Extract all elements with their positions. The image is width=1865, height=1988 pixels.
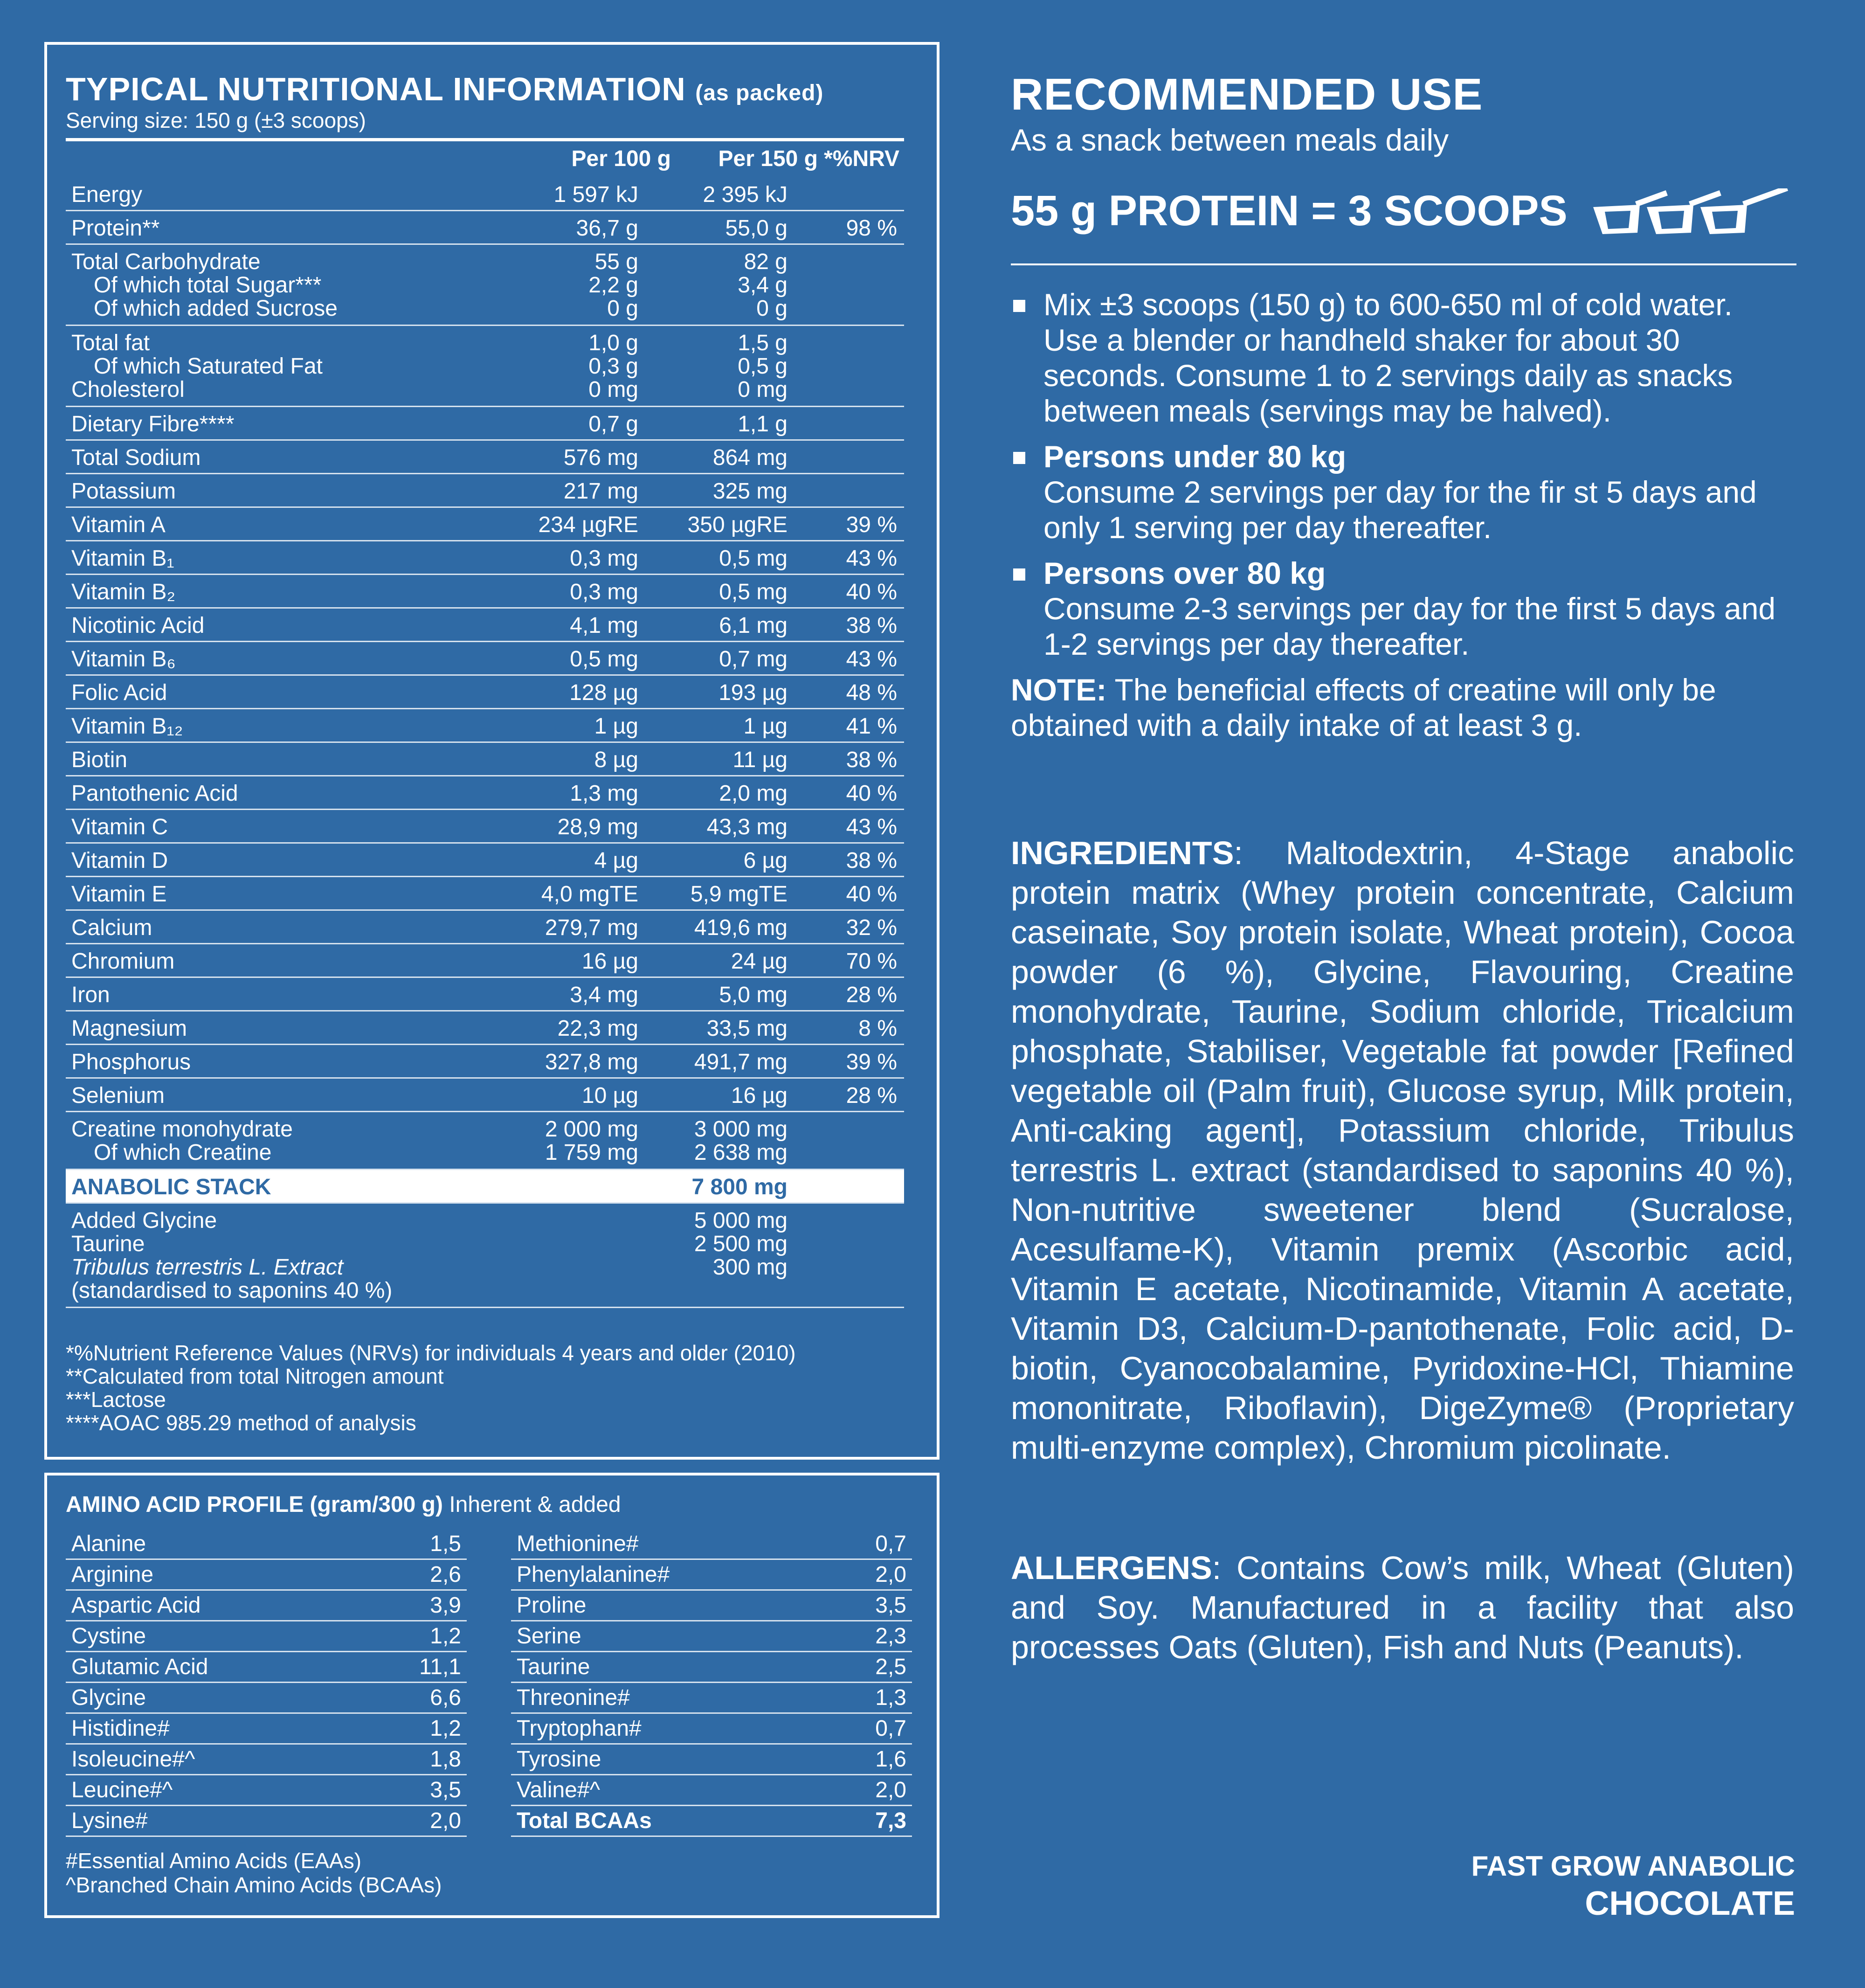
nutrient-label: Protein** [71, 216, 160, 241]
value-nrv: 41 % [846, 714, 897, 739]
protein-scoops-text: 55 g PROTEIN = 3 SCOOPS [1011, 187, 1568, 235]
value-per-100g: 16 µg [581, 949, 638, 974]
product-flavour: CHOCOLATE [1585, 1885, 1795, 1922]
value-per-100g: 55 g [594, 249, 638, 274]
value-per-100g: 1,0 g [588, 331, 638, 355]
amino-name: Serine [517, 1624, 581, 1649]
nutrient-row [66, 1112, 904, 1170]
value-per-100g: 0,5 mg [570, 647, 638, 672]
bullet-square-icon [1013, 568, 1025, 581]
nutrient-label: Calcium [71, 915, 152, 940]
nutrition-footnotes [66, 1341, 796, 1434]
nutrient-label: Phosphorus [71, 1050, 191, 1074]
nutrient-line [66, 332, 904, 355]
nutrient-line [66, 513, 904, 537]
amino-title-suffix: Inherent & added [449, 1492, 621, 1517]
amino-name: Isoleucine#^ [71, 1747, 195, 1772]
nutrient-label: Nicotinic Acid [71, 613, 205, 638]
value-per-100g: 36,7 g [576, 216, 638, 241]
amino-row [511, 1806, 912, 1837]
amino-row [511, 1591, 912, 1621]
amino-value: 6,6 [430, 1685, 461, 1710]
nutrient-row [66, 609, 904, 642]
amino-name: Alanine [71, 1531, 146, 1556]
nutrient-label: Biotin [71, 748, 128, 772]
amino-row [66, 1745, 467, 1775]
nutrient-label: Folic Acid [71, 680, 167, 705]
amino-footnotes [66, 1849, 442, 1897]
nutrient-label: Tribulus terrestris L. Extract [71, 1255, 344, 1280]
value-per-150g: 82 g [744, 249, 787, 274]
value-per-150g: 5,9 mgTE [690, 882, 787, 907]
amino-column-left [66, 1529, 467, 1837]
amino-name: Arginine [71, 1562, 154, 1587]
value-per-150g: 2 638 mg [694, 1140, 787, 1165]
nutrient-line [66, 274, 904, 297]
amino-row [511, 1775, 912, 1806]
amino-name: Phenylalanine# [517, 1562, 670, 1587]
amino-value: 0,7 [875, 1716, 906, 1741]
value-per-150g: 6,1 mg [719, 613, 787, 638]
amino-value: 1,6 [875, 1747, 906, 1772]
value-per-150g: 491,7 mg [694, 1050, 787, 1074]
value-per-150g: 193 µg [718, 680, 787, 705]
nutrient-line [66, 217, 904, 240]
nutrient-line [66, 916, 904, 940]
nutrition-panel [44, 42, 939, 1460]
value-per-150g: 864 mg [712, 445, 787, 470]
value-per-150g: 350 µgRE [687, 513, 787, 537]
nutrient-line [66, 1017, 904, 1040]
nutrient-line [66, 1176, 904, 1199]
amino-row [66, 1683, 467, 1714]
nutrient-label: Total Carbohydrate [71, 249, 261, 274]
value-nrv: 43 % [846, 815, 897, 839]
nutrient-line [66, 581, 904, 604]
nutrient-label: Vitamin B₂ [71, 580, 176, 604]
amino-value: 2,6 [430, 1562, 461, 1587]
nutrient-line [66, 480, 904, 503]
nutrition-title [66, 70, 823, 108]
nutrient-label: Iron [71, 983, 110, 1007]
amino-row [511, 1714, 912, 1745]
value-nrv: 43 % [846, 546, 897, 571]
nutrient-row [66, 676, 904, 709]
nutrient-line [66, 816, 904, 839]
nutrient-line [66, 849, 904, 873]
value-nrv: 40 % [846, 882, 897, 907]
amino-name: Aspartic Acid [71, 1593, 201, 1618]
amino-value: 2,5 [875, 1655, 906, 1679]
amino-value: 1,2 [430, 1624, 461, 1649]
nutrient-label: Of which Creatine [94, 1140, 272, 1165]
nutrient-row [66, 407, 904, 441]
nutrient-line [66, 250, 904, 274]
nutrient-label: Vitamin E [71, 882, 167, 907]
nutrient-label: Total Sodium [71, 445, 201, 470]
nutrient-row [66, 1045, 904, 1079]
footnote: #Essential Amino Acids (EAAs) [66, 1849, 362, 1873]
nutrient-row [66, 743, 904, 776]
nutrient-label: Of which Saturated Fat [94, 354, 323, 379]
value-per-100g: 4,1 mg [570, 613, 638, 638]
value-per-150g: 0,5 mg [719, 580, 787, 604]
value-per-100g: 1 759 mg [545, 1140, 638, 1165]
amino-title [66, 1492, 621, 1517]
amino-row [511, 1560, 912, 1591]
nutrient-line [66, 715, 904, 738]
amino-value: 7,3 [875, 1808, 906, 1833]
value-nrv: 48 % [846, 680, 897, 705]
nutrient-label: Dietary Fibre**** [71, 412, 235, 436]
note-text: The beneficial effects of creatine will only be obtained with a daily intake of at least 3 g. [1011, 672, 1716, 742]
value-per-150g: 0,5 g [738, 354, 787, 379]
nutrient-line [66, 681, 904, 705]
nutrient-row [66, 441, 904, 474]
amino-name: Valine#^ [517, 1778, 601, 1802]
nutrient-row [66, 944, 904, 978]
nutrient-line [66, 1084, 904, 1108]
value-nrv: 98 % [846, 216, 897, 241]
value-per-100g: 0,7 g [588, 412, 638, 436]
amino-acid-panel [44, 1473, 939, 1918]
value-per-150g: 0,5 mg [719, 546, 787, 571]
usage-bullet [1011, 555, 1794, 662]
value-nrv: 43 % [846, 647, 897, 672]
amino-row [511, 1652, 912, 1683]
amino-name: Leucine#^ [71, 1778, 173, 1802]
footnote: **Calculated from total Nitrogen amount [66, 1364, 444, 1388]
nutrition-title-text: TYPICAL NUTRITIONAL INFORMATION [66, 71, 686, 107]
amino-row [66, 1591, 467, 1621]
nutrient-row [66, 211, 904, 245]
recommended-subtitle: As a snack between meals daily [1011, 123, 1449, 157]
value-per-150g: 33,5 mg [706, 1016, 787, 1041]
amino-row [66, 1806, 467, 1837]
amino-row [511, 1683, 912, 1714]
amino-name: Cystine [71, 1624, 146, 1649]
nutrient-label: Chromium [71, 949, 175, 974]
nutrient-label: Magnesium [71, 1016, 187, 1041]
amino-value: 1,3 [875, 1685, 906, 1710]
value-per-150g: 2 500 mg [694, 1232, 787, 1256]
nutrient-row [66, 978, 904, 1011]
value-per-100g: 0,3 mg [570, 580, 638, 604]
value-nrv: 40 % [846, 781, 897, 806]
bullet-heading: Persons over 80 kg [1043, 556, 1326, 590]
table-top-rule [66, 138, 904, 141]
value-per-150g: 419,6 mg [694, 915, 787, 940]
amino-name: Tyrosine [517, 1747, 601, 1772]
nutrient-line [66, 614, 904, 637]
nutrient-row [66, 508, 904, 541]
amino-title-text: AMINO ACID PROFILE (gram/300 g) [66, 1492, 443, 1517]
amino-value: 3,9 [430, 1593, 461, 1618]
nutrient-label: Cholesterol [71, 377, 185, 402]
nutrient-row [66, 245, 904, 326]
nutrient-line [66, 883, 904, 906]
amino-row [66, 1775, 467, 1806]
nutrient-line [66, 547, 904, 570]
value-per-150g: 1 µg [743, 714, 787, 739]
amino-value: 2,0 [430, 1808, 461, 1833]
bullet-heading: Persons under 80 kg [1043, 439, 1347, 474]
amino-row [511, 1529, 912, 1560]
bullet-text: Consume 2-3 servings per day for the first 5 days and 1-2 servings per day thereafter. [1043, 591, 1776, 661]
nutrient-label: (standardised to saponins 40 %) [71, 1278, 393, 1303]
value-per-150g: 1,1 g [738, 412, 787, 436]
nutrient-label: Vitamin C [71, 815, 168, 839]
nutrient-label: Total fat [71, 331, 150, 355]
nutrient-line [66, 1233, 904, 1256]
value-per-150g: 6 µg [743, 848, 787, 873]
value-per-100g: 3,4 mg [570, 983, 638, 1007]
value-per-100g: 1,3 mg [570, 781, 638, 806]
recommended-divider [1011, 263, 1796, 265]
value-per-100g: 2 000 mg [545, 1117, 638, 1142]
nutrient-label: Vitamin D [71, 848, 168, 873]
product-name-line1: FAST GROW ANABOLIC [1471, 1850, 1795, 1882]
amino-name: Lysine# [71, 1808, 148, 1833]
ingredients-label: INGREDIENTS [1011, 835, 1234, 871]
amino-row [66, 1652, 467, 1683]
amino-value: 3,5 [875, 1593, 906, 1618]
recommended-title: RECOMMENDED USE [1011, 69, 1483, 119]
value-per-100g: 327,8 mg [545, 1050, 638, 1074]
amino-column-right [511, 1529, 912, 1837]
value-per-100g: 576 mg [563, 445, 638, 470]
nutrient-line [66, 748, 904, 772]
value-nrv: 39 % [846, 1050, 897, 1074]
amino-name: Total BCAAs [517, 1808, 652, 1833]
value-per-150g: 24 µg [731, 949, 787, 974]
nutrient-label: Creatine monohydrate [71, 1117, 293, 1142]
value-per-100g: 128 µg [569, 680, 638, 705]
nutrition-title-suffix: (as packed) [695, 81, 824, 105]
amino-row [66, 1621, 467, 1652]
amino-name: Glutamic Acid [71, 1655, 208, 1679]
value-per-150g: 0 mg [738, 377, 787, 402]
nutrient-row [66, 1011, 904, 1045]
bullet-text: Consume 2 servings per day for the fir st 5 days and only 1 serving per day thereafter. [1043, 475, 1757, 545]
value-per-150g: 325 mg [712, 479, 787, 504]
header-nrv: *%NRV [824, 146, 899, 171]
value-per-150g: 0,7 mg [719, 647, 787, 672]
nutrient-label: Energy [71, 182, 143, 207]
nutrient-line [66, 1141, 904, 1164]
value-per-150g: 5,0 mg [719, 983, 787, 1007]
amino-value: 2,0 [875, 1778, 906, 1802]
value-per-100g: 8 µg [594, 748, 638, 772]
amino-value: 11,1 [419, 1655, 461, 1679]
nutrient-line [66, 378, 904, 402]
amino-name: Histidine# [71, 1716, 170, 1741]
nutrient-line [66, 183, 904, 207]
nutrient-line [66, 648, 904, 671]
nutrient-line [66, 355, 904, 378]
bullet-text: Mix ±3 scoops (150 g) to 600-650 ml of cold water. Use a blender or handheld shaker for about 30 seconds. Consume 1 to 2 servings daily as snacks between meals (servings may be halved). [1043, 287, 1733, 428]
value-per-150g: 11 µg [732, 748, 787, 772]
creatine-note [1011, 672, 1794, 743]
nutrient-label: Vitamin B₁ [71, 546, 174, 571]
value-per-150g: 0 g [756, 296, 787, 321]
amino-value: 1,8 [430, 1747, 461, 1772]
nutrient-row [66, 1204, 904, 1308]
nutrient-row [66, 541, 904, 575]
footnote: *%Nutrient Reference Values (NRVs) for individuals 4 years and older (2010) [66, 1341, 796, 1365]
nutrient-label: Of which total Sugar*** [94, 273, 322, 298]
value-per-100g: 0 g [607, 296, 638, 321]
nutrient-row [66, 326, 904, 407]
nutrient-label: Vitamin A [71, 513, 166, 537]
amino-name: Threonine# [517, 1685, 630, 1710]
nutrient-label: Selenium [71, 1083, 165, 1108]
protein-scoops-line [1011, 187, 1794, 240]
value-per-150g: 2,0 mg [719, 781, 787, 806]
amino-value: 1,2 [430, 1716, 461, 1741]
nutrient-line [66, 1209, 904, 1233]
nutrient-row [66, 776, 904, 810]
bullet-square-icon [1013, 300, 1025, 312]
amino-row [66, 1714, 467, 1745]
bullet-square-icon [1013, 452, 1025, 464]
amino-row [511, 1621, 912, 1652]
value-per-150g: 16 µg [731, 1083, 787, 1108]
nutrient-row [66, 474, 904, 508]
value-nrv: 70 % [846, 949, 897, 974]
nutrient-label: ANABOLIC STACK [71, 1175, 271, 1199]
amino-name: Glycine [71, 1685, 146, 1710]
value-per-150g: 3,4 g [738, 273, 787, 298]
value-per-100g: 0 mg [588, 377, 638, 402]
nutrient-row [66, 844, 904, 877]
footnote: ****AOAC 985.29 method of analysis [66, 1411, 416, 1435]
value-per-150g: 2 395 kJ [703, 182, 787, 207]
amino-value: 1,5 [430, 1531, 461, 1556]
nutrient-line [66, 297, 904, 320]
nutrient-row [66, 575, 904, 609]
value-per-100g: 22,3 mg [557, 1016, 638, 1041]
nutrient-row [66, 709, 904, 743]
amino-name: Methionine# [517, 1531, 639, 1556]
value-nrv: 28 % [846, 983, 897, 1007]
amino-row [511, 1745, 912, 1775]
value-nrv: 38 % [846, 848, 897, 873]
nutrient-row [66, 877, 904, 911]
nutrient-label: Taurine [71, 1232, 145, 1256]
nutrient-line [66, 1279, 904, 1302]
value-nrv: 38 % [846, 613, 897, 638]
value-per-100g: 0,3 g [588, 354, 638, 379]
value-nrv: 40 % [846, 580, 897, 604]
amino-name: Tryptophan# [517, 1716, 642, 1741]
nutrient-line [66, 1256, 904, 1279]
amino-value: 3,5 [430, 1778, 461, 1802]
amino-row [66, 1529, 467, 1560]
nutrient-line [66, 984, 904, 1007]
amino-value: 2,0 [875, 1562, 906, 1587]
nutrient-row [66, 1079, 904, 1112]
value-per-150g: 3 000 mg [694, 1117, 787, 1142]
nutrient-line [66, 950, 904, 973]
header-per-100g: Per 100 g [571, 146, 671, 171]
nutrient-label: Of which added Sucrose [94, 296, 338, 321]
ingredients-text: : Maltodextrin, 4-Stage anabolic protein matrix (Whey protein concentrate, Calcium caseinate, Soy protein isolate, Wheat protein), Cocoa powder (6 %), Glycine, Flavouring, Creatine monohydrate, Taurine, Sodium chloride, Tricalcium phosphate, Stabiliser, Vegetable fat powder [Refined vegetable oil (Palm fruit), Glucose syrup, Milk protein, Anti-caking agent], Potassium chloride, Tribulus terrestris L. extract (standardised to saponins 40 %), Non-nutritive sweetener blend (Sucralose, Acesulfame-K), Vitamin premix (Ascorbic acid, Vitamin E acetate, Nicotinamide, Vitamin A acetate, Vitamin D3, Calcium-D-pantothenate, Folic acid, D-biotin, Cyanocobalamine, Pyridoxine-HCl, Thiamine mononitrate, Riboflavin), DigeZyme® (Proprietary multi-enzyme complex), Chromium picolinate. [1011, 835, 1794, 1466]
allergens-text: : Contains Cow’s milk, Wheat (Gluten) and Soy. Manufactured in a facility that also processes Oats (Gluten), Fish and Nuts (Peanuts). [1011, 1550, 1794, 1665]
nutrient-line [66, 1118, 904, 1141]
value-per-100g: 1 597 kJ [553, 182, 638, 207]
nutrient-line [66, 446, 904, 470]
value-nrv: 38 % [846, 748, 897, 772]
nutrient-row [66, 911, 904, 944]
product-name [1471, 1849, 1795, 1924]
usage-bullet [1011, 287, 1794, 429]
allergens-label: ALLERGENS [1011, 1550, 1212, 1586]
serving-size: Serving size: 150 g (±3 scoops) [66, 108, 366, 132]
usage-bullet [1011, 439, 1794, 545]
value-per-100g: 234 µgRE [538, 513, 638, 537]
value-per-100g: 28,9 mg [557, 815, 638, 839]
value-per-100g: 2,2 g [588, 273, 638, 298]
value-per-100g: 4,0 mgTE [541, 882, 638, 907]
value-per-100g: 0,3 mg [570, 546, 638, 571]
value-per-150g: 43,3 mg [706, 815, 787, 839]
nutrient-label: Potassium [71, 479, 176, 504]
value-per-150g: 55,0 g [725, 216, 787, 241]
footnote: ***Lactose [66, 1387, 166, 1412]
nutrient-line [66, 1051, 904, 1074]
nutrient-line [66, 782, 904, 805]
value-per-150g: 7 800 mg [691, 1175, 787, 1199]
value-nrv: 8 % [858, 1016, 897, 1041]
value-per-100g: 279,7 mg [545, 915, 638, 940]
nutrient-line [66, 413, 904, 436]
note-label: NOTE: [1011, 672, 1107, 707]
value-per-100g: 217 mg [563, 479, 638, 504]
value-per-150g: 300 mg [712, 1255, 787, 1280]
nutrient-row [66, 642, 904, 676]
nutrient-label: Vitamin B₆ [71, 647, 176, 672]
nutrient-label: Vitamin B₁₂ [71, 714, 183, 739]
value-per-100g: 10 µg [581, 1083, 638, 1108]
amino-row [66, 1560, 467, 1591]
value-nrv: 32 % [846, 915, 897, 940]
usage-instructions [1011, 287, 1794, 743]
nutrient-row [66, 178, 904, 211]
nutrient-row [66, 810, 904, 844]
value-nrv: 39 % [846, 513, 897, 537]
scoop-icon [1593, 188, 1789, 240]
anabolic-stack-row [66, 1170, 904, 1204]
value-per-150g: 1,5 g [738, 331, 787, 355]
value-per-100g: 4 µg [594, 848, 638, 873]
amino-value: 2,3 [875, 1624, 906, 1649]
nutrient-label: Pantothenic Acid [71, 781, 238, 806]
value-per-150g: 5 000 mg [694, 1208, 787, 1233]
value-per-100g: 1 µg [594, 714, 638, 739]
amino-name: Taurine [517, 1655, 590, 1679]
footnote: ^Branched Chain Amino Acids (BCAAs) [66, 1873, 442, 1897]
ingredients [1011, 833, 1794, 1468]
amino-value: 0,7 [875, 1531, 906, 1556]
amino-name: Proline [517, 1593, 587, 1618]
allergens [1011, 1548, 1794, 1667]
nutrient-label: Added Glycine [71, 1208, 217, 1233]
value-nrv: 28 % [846, 1083, 897, 1108]
header-per-150g: Per 150 g [718, 146, 818, 171]
